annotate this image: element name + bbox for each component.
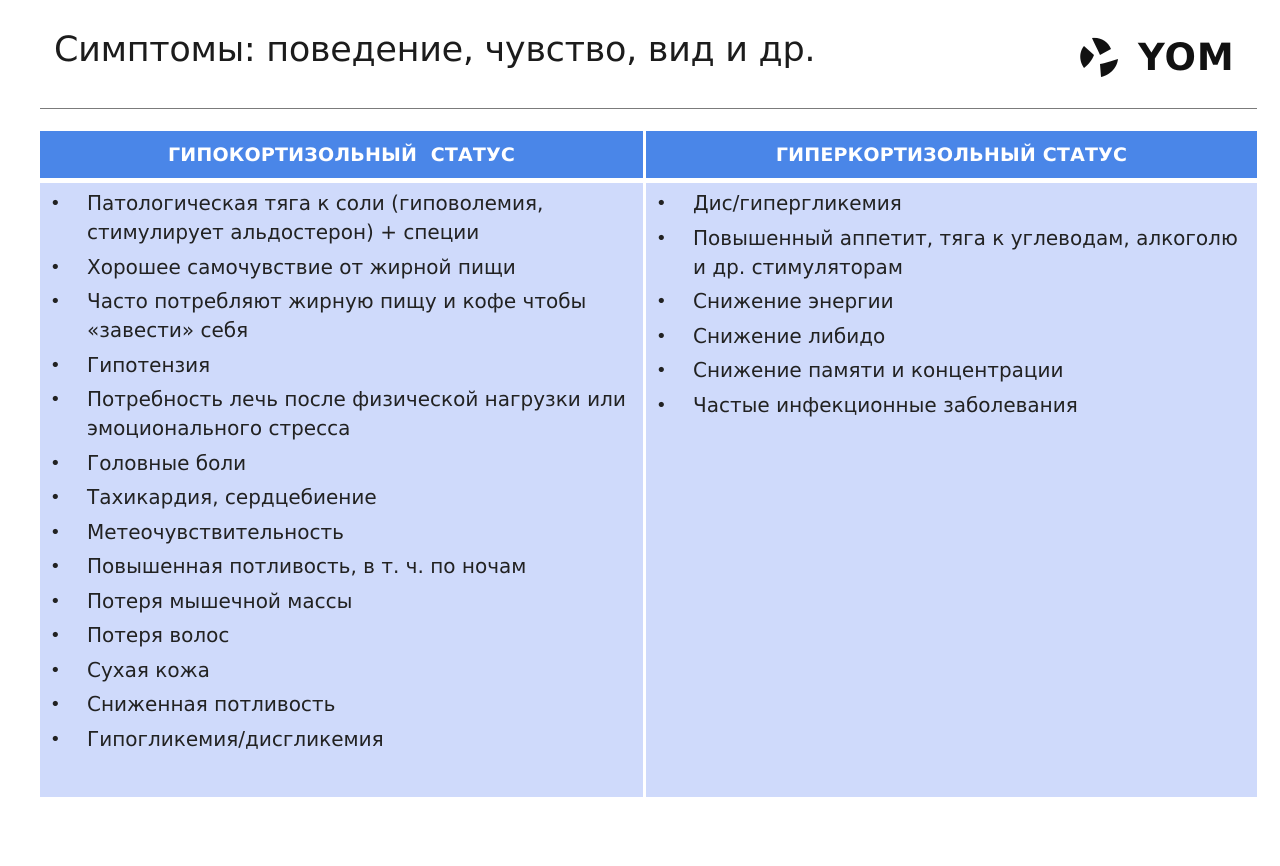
- list-item-text: Гипогликемия/дисгликемия: [87, 726, 384, 751]
- list-item-text: Часто потребляют жирную пищу и кофе чтобы «завести» себя: [87, 289, 587, 342]
- list-item-text: Хорошее самочувствие от жирной пищи: [87, 254, 516, 279]
- list-item: [40, 518, 643, 547]
- bullet-icon: •: [50, 625, 61, 646]
- list-item: [646, 224, 1257, 282]
- list-item-text: Частые инфекционные заболевания: [693, 392, 1078, 417]
- symptom-list-hypocortisol: [40, 183, 643, 754]
- bullet-icon: •: [656, 291, 667, 312]
- list-item-text: Потеря мышечной массы: [87, 588, 353, 613]
- bullet-icon: •: [50, 556, 61, 577]
- list-item-text: Сниженная потливость: [87, 692, 336, 716]
- bullet-icon: •: [656, 227, 667, 249]
- list-item: [40, 621, 643, 650]
- bullet-icon: •: [50, 521, 61, 543]
- column-hypercortisol: [646, 131, 1257, 797]
- bullet-icon: •: [50, 487, 61, 508]
- logo-icon: [1078, 35, 1122, 79]
- list-item-text: Повышенная потливость, в т. ч. по ночам: [87, 554, 527, 578]
- title-divider: [40, 108, 1257, 109]
- symptoms-table: [40, 131, 1257, 797]
- list-item-text: Тахикардия, сердцебиение: [87, 485, 377, 509]
- bullet-icon: •: [656, 394, 667, 416]
- bullet-icon: •: [50, 694, 61, 715]
- list-item-text: Снижение либидо: [693, 323, 886, 348]
- list-item: [646, 322, 1257, 351]
- list-item: [40, 351, 643, 380]
- bullet-icon: •: [656, 193, 667, 214]
- list-item: [40, 253, 643, 282]
- bullet-icon: •: [50, 291, 61, 312]
- symptom-list-hypercortisol: [646, 183, 1257, 420]
- column-body-hypocortisol: [40, 183, 643, 797]
- column-header-hypercortisol: ГИПЕРКОРТИЗОЛЬНЫЙ СТАТУС: [646, 131, 1257, 178]
- bullet-icon: •: [50, 256, 61, 278]
- list-item: [646, 189, 1257, 218]
- list-item: [646, 287, 1257, 316]
- column-body-hypercortisol: [646, 183, 1257, 797]
- list-item-text: Головные боли: [87, 450, 247, 475]
- column-header-hypocortisol: ГИПОКОРТИЗОЛЬНЫЙ СТАТУС: [40, 131, 643, 178]
- list-item: [40, 656, 643, 685]
- list-item-text: Патологическая тяга к соли (гиповолемия, стимулирует альдостерон) + специи: [87, 191, 544, 244]
- list-item-text: Дис/гипергликемия: [693, 191, 902, 215]
- logo-text: YOM: [1138, 35, 1235, 79]
- list-item: [40, 483, 643, 512]
- list-item-text: Повышенный аппетит, тяга к углеводам, алкоголю и др. стимуляторам: [693, 225, 1238, 279]
- list-item-text: Потеря волос: [87, 623, 230, 647]
- bullet-icon: •: [50, 659, 61, 681]
- list-item: [40, 189, 643, 247]
- list-item: [40, 552, 643, 581]
- bullet-icon: •: [50, 590, 61, 612]
- bullet-icon: •: [656, 325, 667, 347]
- list-item-text: Гипотензия: [87, 352, 211, 377]
- list-item: [40, 587, 643, 616]
- bullet-icon: •: [50, 354, 61, 376]
- list-item: [40, 287, 643, 345]
- list-item-text: Снижение памяти и концентрации: [693, 358, 1064, 382]
- list-item: [40, 690, 643, 719]
- column-hypocortisol: [40, 131, 643, 797]
- list-item-text: Потребность лечь после физической нагрузки или эмоционального стресса: [87, 387, 626, 440]
- list-item-text: Снижение энергии: [693, 289, 894, 313]
- list-item: [40, 449, 643, 478]
- bullet-icon: •: [50, 193, 61, 214]
- page-title: Симптомы: поведение, чувство, вид и др.: [54, 30, 816, 70]
- bullet-icon: •: [50, 389, 61, 410]
- list-item-text: Сухая кожа: [87, 657, 210, 682]
- list-item: [40, 385, 643, 443]
- bullet-icon: •: [656, 360, 667, 381]
- list-item: [40, 725, 643, 754]
- list-item: [646, 391, 1257, 420]
- bullet-icon: •: [50, 728, 61, 750]
- list-item-text: Метеочувствительность: [87, 519, 344, 544]
- list-item: [646, 356, 1257, 385]
- brand-logo: [1078, 34, 1235, 80]
- bullet-icon: •: [50, 452, 61, 474]
